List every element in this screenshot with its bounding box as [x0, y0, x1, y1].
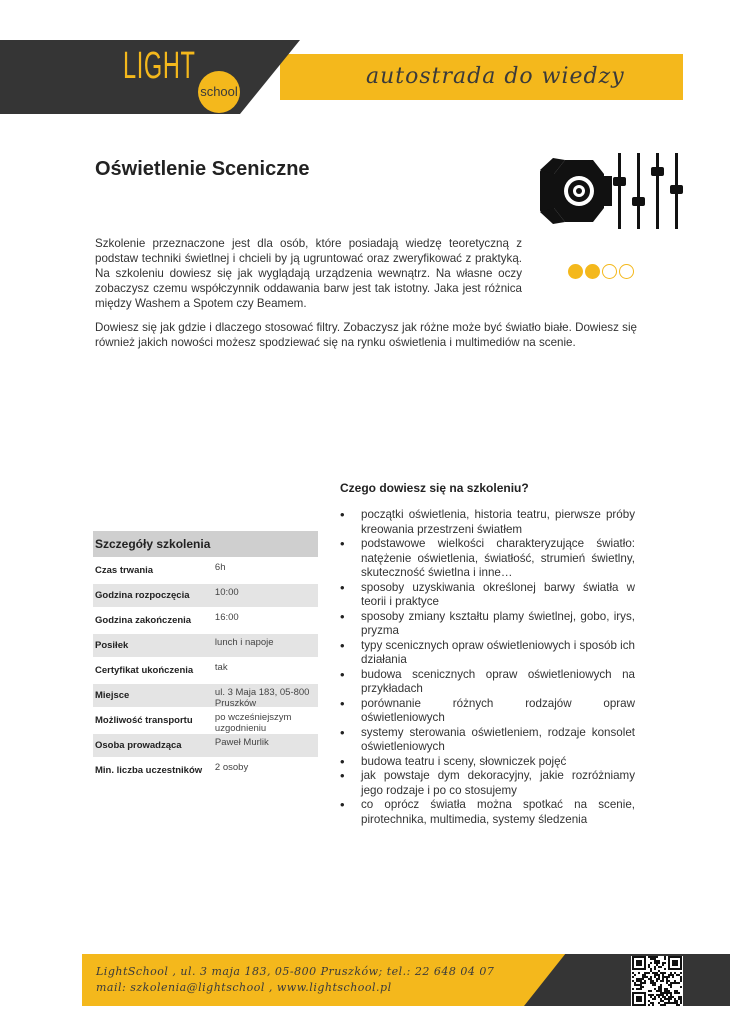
details-value: po wcześniejszym uzgodnieniu	[214, 712, 292, 734]
learn-item: • sposoby zmiany kształtu plamy świetlnej, gobo, irys, pryzma	[340, 610, 635, 639]
intro-paragraph-1: Szkolenie przeznaczone jest dla osób, które posiadają wiedzę teoretyczną z podstaw techniki świetlnej i chcieli by ją ugruntować oraz zweryfikować z praktyką. Na szkoleniu dowiesz się jak wyglądają urządzenia wewnątrz. Na własne oczy zobaczysz czemu współczynnik oddawania barw jest tak istotny. Jaka jest różnica między Washem a Spotem czy Beamem.	[95, 237, 522, 310]
details-label: Czas trwania	[95, 565, 154, 576]
learn-item: • systemy sterowania oświetleniem, rodzaje konsolet oświetleniowych	[340, 726, 635, 755]
details-row	[93, 759, 318, 782]
learn-item: • początki oświetlenia, historia teatru, pierwsze próby kreowania przestrzeni światłem	[340, 508, 635, 537]
details-label: Posiłek	[95, 640, 129, 651]
learn-item: • typy scenicznych opraw oświetleniowych i sposób ich działania	[340, 639, 635, 668]
details-value: ul. 3 Maja 183, 05-800 Pruszków	[214, 687, 310, 709]
footer-address: LightSchool , ul. 3 maja 183, 05-800 Pruszków; tel.: 22 648 04 07	[96, 965, 495, 978]
details-value: lunch i napoje	[214, 637, 274, 648]
details-row	[93, 634, 318, 657]
level-dot	[568, 264, 583, 279]
details-label: Możliwość transportu	[95, 715, 193, 726]
details-label: Min. liczba uczestników	[95, 765, 203, 776]
logo-text: LIGHT	[123, 45, 196, 87]
details-label: Osoba prowadząca	[95, 740, 182, 751]
details-row	[93, 559, 318, 582]
details-table	[93, 531, 318, 782]
tagline: autostrada do wiedzy	[366, 64, 625, 89]
details-row	[93, 659, 318, 682]
logo-sub: school	[200, 84, 238, 99]
details-label: Miejsce	[95, 690, 130, 701]
details-value: 2 osoby	[214, 762, 249, 773]
footer-contact: mail: szkolenia@lightschool , www.lightschool.pl	[96, 981, 392, 994]
details-label: Certyfikat ukończenia	[95, 665, 194, 676]
learn-item: • budowa teatru i sceny, słowniczek pojęć	[340, 755, 635, 770]
learn-list	[340, 508, 635, 827]
details-value: 6h	[214, 562, 226, 573]
learn-item: • podstawowe wielkości charakteryzujące światło: natężenie oświetlenia, światłość, strumień świetlny, skuteczność świetlna i inne…	[340, 537, 635, 581]
page-title: Oświetlenie Sceniczne	[95, 158, 310, 180]
qr-code-icon	[631, 956, 683, 1006]
details-row	[93, 684, 318, 707]
details-row	[93, 709, 318, 732]
learn-item: • porównanie różnych rodzajów opraw oświetleniowych	[340, 697, 635, 726]
details-row	[93, 734, 318, 757]
details-heading: Szczegóły szkolenia	[93, 531, 318, 557]
level-dot	[602, 264, 617, 279]
details-value: Paweł Murlik	[214, 737, 269, 748]
details-label: Godzina rozpoczęcia	[95, 590, 190, 601]
learn-item: • sposoby uzyskiwania określonej barwy światła w teorii i praktyce	[340, 581, 635, 610]
level-indicator	[568, 264, 636, 282]
details-row	[93, 584, 318, 607]
learn-item: • co oprócz światła można spotkać na scenie, pirotechnika, multimedia, systemy śledzenia	[340, 798, 635, 827]
details-value: 10:00	[214, 587, 239, 598]
details-value: tak	[214, 662, 228, 673]
learn-item: • jak powstaje dym dekoracyjny, jakie rozróżniamy jego rodzaje i po co stosujemy	[340, 769, 635, 798]
level-dot	[585, 264, 600, 279]
level-dot	[619, 264, 634, 279]
details-row	[93, 609, 318, 632]
intro-paragraph-2: Dowiesz się jak gdzie i dlaczego stosować filtry. Zobaczysz jak różne może być światło białe. Dowiesz się również jakich nowości możesz spodziewać się na rynku oświetlenia i multimediów na scenie.	[95, 321, 637, 349]
fader-sliders-icon	[611, 153, 685, 229]
learn-item: • budowa scenicznych opraw oświetleniowych na przykładach	[340, 668, 635, 697]
learn-heading: Czego dowiesz się na szkoleniu?	[340, 481, 529, 495]
details-label: Godzina zakończenia	[95, 615, 192, 626]
details-value: 16:00	[214, 612, 239, 623]
